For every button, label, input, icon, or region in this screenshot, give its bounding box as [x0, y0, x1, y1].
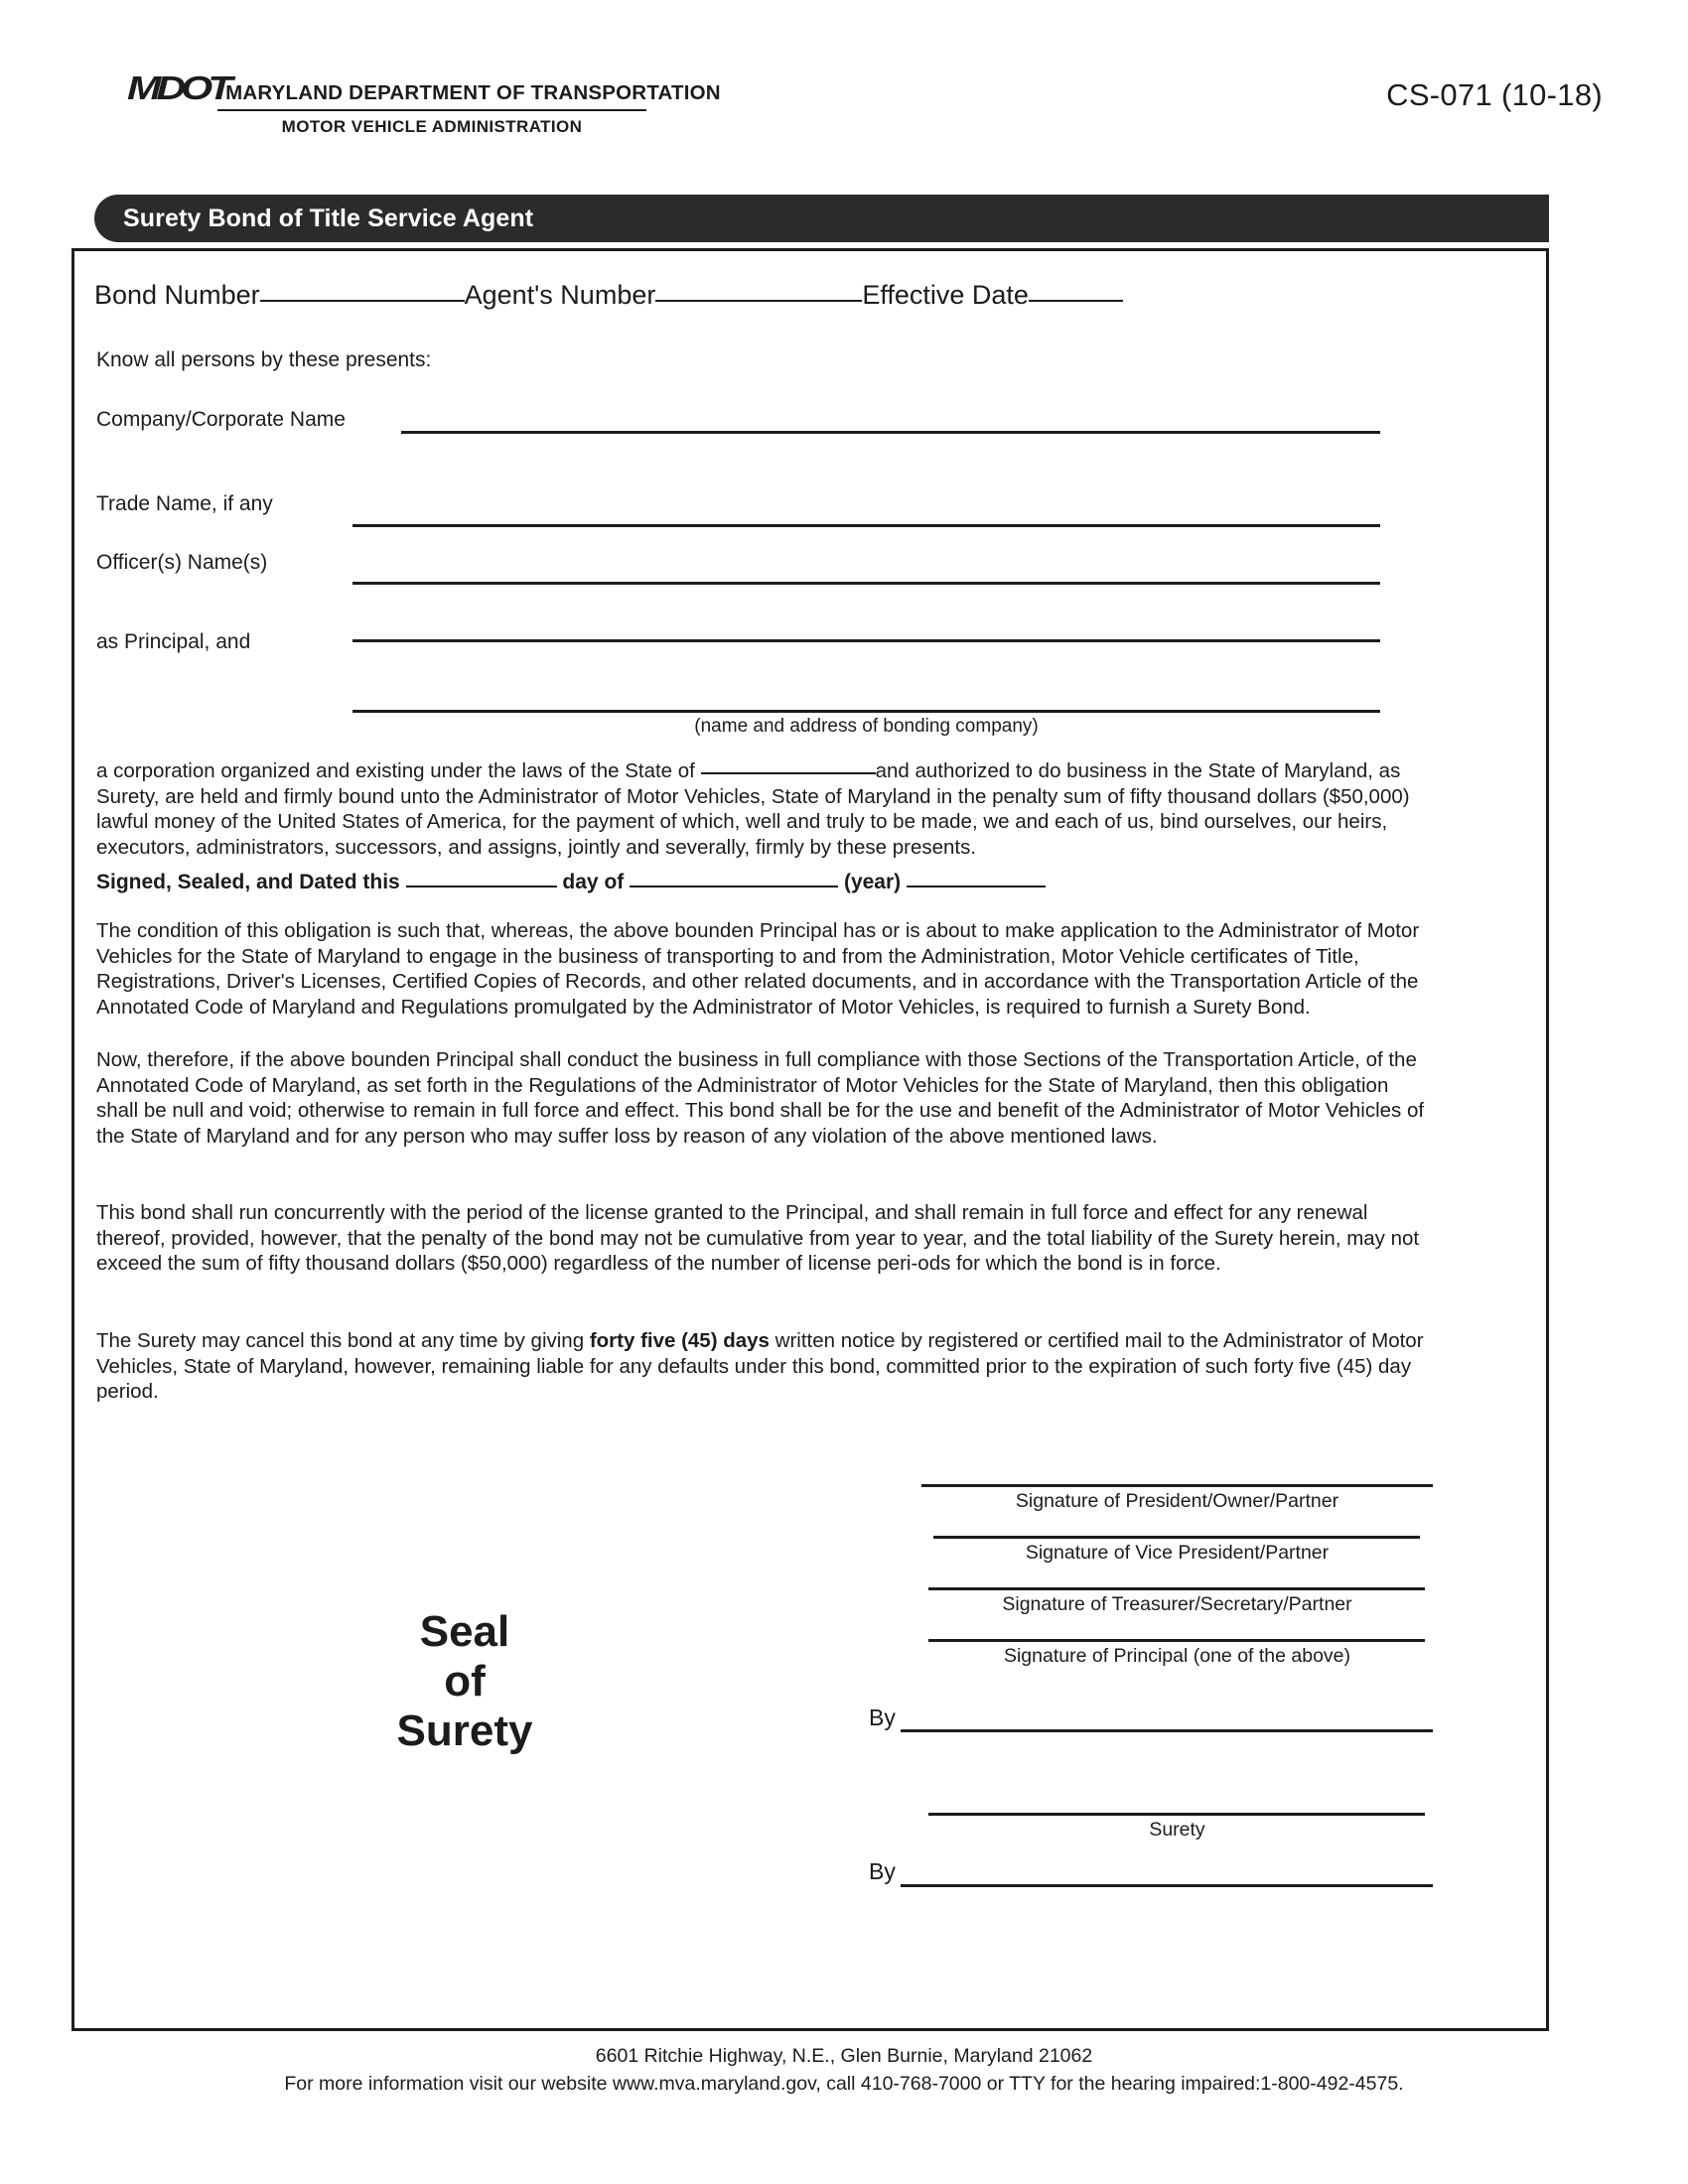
effective-date-label: Effective Date	[862, 280, 1029, 310]
company-name-input[interactable]	[401, 431, 1380, 434]
form-title-bar	[94, 195, 1549, 242]
treasurer-signature-caption: Signature of Treasurer/Secretary/Partner	[1002, 1593, 1352, 1615]
seal-line-1: Seal	[419, 1607, 510, 1656]
cancel-paragraph	[96, 1328, 1437, 1405]
header-divider	[217, 109, 646, 111]
officer-names-label: Officer(s) Name(s)	[96, 551, 268, 574]
vice-president-signature-caption: Signature of Vice President/Partner	[1025, 1542, 1330, 1564]
president-signature-caption: Signature of President/Owner/Partner	[1015, 1490, 1339, 1512]
form-code: CS-071 (10-18)	[1386, 77, 1603, 112]
seal-of-surety-area	[336, 1607, 594, 1756]
page-header	[0, 0, 1688, 189]
form-title: Surety Bond of Title Service Agent	[123, 204, 534, 232]
signed-sealed-label: Signed, Sealed, and Dated this	[96, 871, 400, 893]
effective-date-input[interactable]	[1029, 300, 1123, 302]
corporation-text-part2: and authorized to do business in the State of Maryland, as Surety, are held and firmly bound unto the Administrator of Motor Vehicles, State of Maryland in the penalty sum of fifty thousand dollars ($50,000) lawful money of the United States of America, for the payment of which, well and truly to be made, we and each of us, bind ourselves, our heirs, executors, administrators, successors, and assigns, jointly and severally, firmly by these presents.	[96, 759, 1410, 859]
treasurer-signature-input[interactable]	[928, 1587, 1425, 1590]
bonding-company-input[interactable]	[352, 710, 1380, 713]
day-of-label: day of	[562, 871, 625, 893]
know-all-persons-text: Know all persons by these presents:	[96, 348, 432, 371]
as-principal-label: as Principal, and	[96, 630, 251, 653]
department-name: MARYLAND DEPARTMENT OF TRANSPORTATION	[225, 80, 721, 104]
bonding-company-caption: (name and address of bonding company)	[694, 716, 1039, 737]
surety-caption: Surety	[1149, 1819, 1205, 1841]
by-input-1[interactable]	[901, 1729, 1433, 1732]
logo-row	[127, 71, 721, 104]
year-label: (year)	[843, 871, 902, 893]
footer-address: 6601 Ritchie Highway, N.E., Glen Burnie, Maryland 21062	[595, 2045, 1093, 2067]
signed-month-input[interactable]	[630, 886, 838, 887]
administration-name: MOTOR VEHICLE ADMINISTRATION	[281, 117, 583, 136]
surety-input[interactable]	[928, 1813, 1425, 1816]
seal-line-3: Surety	[396, 1706, 533, 1755]
form-body-box	[71, 248, 1549, 2031]
corporation-text-part1: a corporation organized and existing under the laws of the State of	[96, 759, 695, 782]
mdot-wordmark-icon: MDOT	[127, 69, 228, 106]
officer-names-input-1[interactable]	[352, 582, 1380, 585]
vice-president-signature-input[interactable]	[933, 1536, 1420, 1539]
agents-number-label: Agent's Number	[464, 280, 656, 310]
condition-paragraph: The condition of this obligation is such that, whereas, the above bounden Principal has or is about to make application to the Administrator of Motor Vehicles for the State of Maryland to engage in the business of transporting to and from the Administration, Motor Vehicle certificates of Title, Registrations, Driver's Licenses, Certified Copies of Records, and other related documents, and in accordance with the Transportation Article of the Annotated Code of Maryland and Regulations promulgated by the Administrator of Motor Vehicles, is required to furnish a Surety Bond.	[96, 919, 1420, 1019]
principal-signature-caption: Signature of Principal (one of the above)	[1003, 1645, 1351, 1667]
signed-sealed-dated-row	[96, 871, 1046, 894]
bond-identifiers-row	[94, 282, 1123, 309]
signed-day-input[interactable]	[406, 886, 557, 887]
trade-name-label: Trade Name, if any	[96, 492, 273, 515]
corporation-paragraph	[96, 758, 1425, 860]
officer-names-input-2[interactable]	[352, 639, 1380, 642]
president-signature-input[interactable]	[921, 1484, 1433, 1487]
now-therefore-paragraph: Now, therefore, if the above bounden Principal shall conduct the business in full compliance with those Sections of the Transportation Article, of the Annotated Code of Maryland, as set forth in the Regulations of the Administrator of Motor Vehicles for the State of Maryland, then this obligation shall be null and void; otherwise to remain in full force and effect. This bond shall be for the use and benefit of the Administrator of Motor Vehicles of the State of Maryland and for any person who may suffer loss by reason of any violation of the above mentioned laws.	[96, 1048, 1425, 1148]
trade-name-input[interactable]	[352, 524, 1380, 527]
forty-five-days-emphasis: forty five (45) days	[589, 1329, 770, 1352]
footer-contact: For more information visit our website www.mva.maryland.gov, call 410-768-7000 or TTY for the hearing impaired:1-800-492-4575.	[284, 2073, 1404, 2095]
by-input-2[interactable]	[901, 1884, 1433, 1887]
seal-line-2: of	[444, 1657, 486, 1706]
agents-number-input[interactable]	[655, 300, 862, 302]
form-inner	[94, 251, 1532, 2028]
bond-number-label: Bond Number	[94, 280, 260, 310]
by-label-1: By	[869, 1705, 896, 1730]
cancel-text-part1: The Surety may cancel this bond at any time by giving	[96, 1329, 590, 1352]
cancel-text-part2: written notice by registered or certified mail to the Administrator of Motor Vehicles, State of Maryland, however, remaining liable for any defaults under this bond, committed prior to the expiration of such forty five (45) day period.	[96, 1329, 1424, 1404]
principal-signature-input[interactable]	[928, 1639, 1425, 1642]
company-name-label: Company/Corporate Name	[96, 408, 346, 431]
signed-year-input[interactable]	[907, 886, 1046, 887]
corporation-state-input[interactable]	[701, 772, 876, 774]
mdot-logo-block	[127, 71, 721, 135]
bond-number-input[interactable]	[260, 300, 465, 302]
page-footer	[0, 2042, 1688, 2098]
by-label-2: By	[869, 1858, 896, 1884]
concurrent-paragraph: This bond shall run concurrently with the period of the license granted to the Principal, and shall remain in full force and effect for any renewal thereof, provided, however, that the penalty of the bond may not be cumulative from year to year, and the total liability of the Surety herein, may not exceed the sum of fifty thousand dollars ($50,000) regardless of the number of license peri-ods for which the bond is in force.	[96, 1201, 1420, 1276]
